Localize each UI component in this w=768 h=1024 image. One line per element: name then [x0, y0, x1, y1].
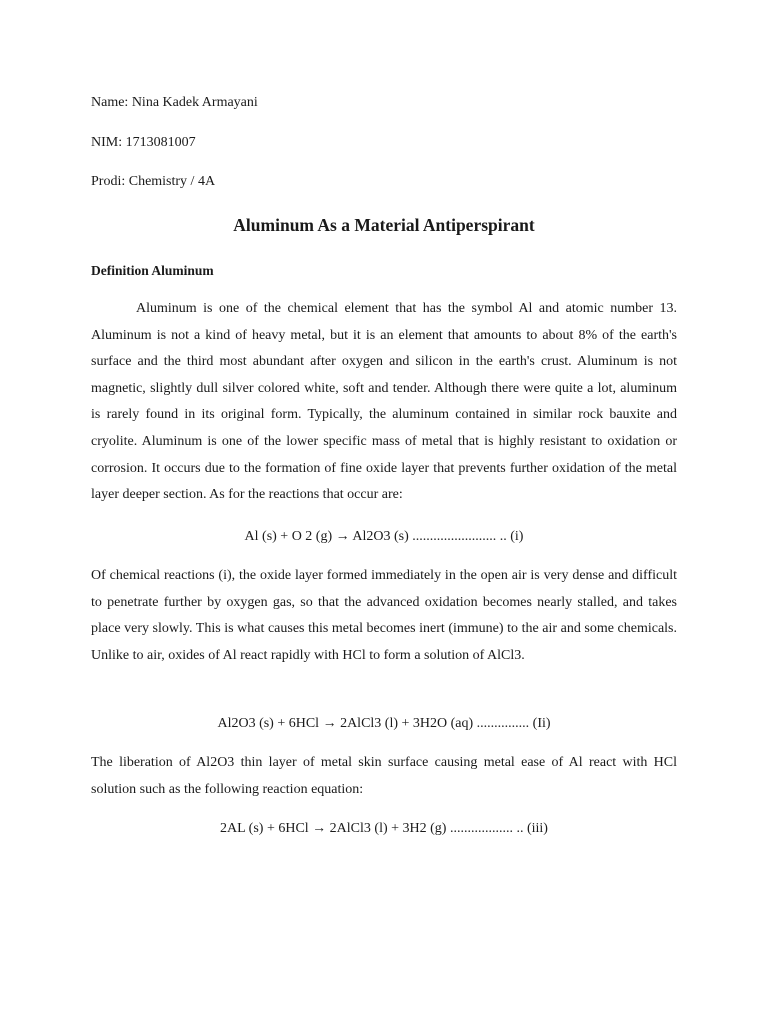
paragraph-liberation: The liberation of Al2O3 thin layer of metal skin surface causing metal ease of Al react with HCl solution such as the following reaction equation: — [91, 755, 677, 797]
equation-2: Al2O3 (s) + 6HCl → 2AlCl3 (l) + 3H2O (aq) ............... (Ii) — [217, 716, 551, 731]
student-prodi: Prodi: Chemistry / 4A — [91, 174, 216, 189]
student-nim: NIM: 1713081007 — [91, 135, 196, 150]
student-name: Name: Nina Kadek Armayani — [91, 95, 258, 110]
paragraph-oxide-layer: Of chemical reactions (i), the oxide layer formed immediately in the open air is very dense and difficult to penetrate further by oxygen gas, so that the advanced oxidation becomes nearly stalled, and takes place very slowly. This is what causes this metal becomes inert (immune) to the air and some chemicals. Unlike to air, oxides of Al react rapidly with HCl to form a solution of AlCl3. — [91, 568, 677, 663]
paragraph-definition: Aluminum is one of the chemical element that has the symbol Al and atomic number 13. Aluminum is not a kind of heavy metal, but it is an element that amounts to about 8% of the earth's surface and the third most abundant after oxygen and silicon in the earth's crust. Aluminum is not magnetic, slightly dull silver colored white, soft and tender. Although there were quite a lot, aluminum is rarely found in its original form. Typically, the aluminum contained in similar rock bauxite and cryolite. Aluminum is one of the lower specific mass of metal that is highly resistant to oxidation or corrosion. It occurs due to the formation of fine oxide layer that prevents further oxidation of the metal layer deeper section. As for the reactions that occur are: — [91, 301, 677, 503]
section-heading: Definition Aluminum — [91, 263, 214, 278]
equation-1: Al (s) + O 2 (g) → Al2O3 (s) ........................ .. (i) — [244, 529, 524, 544]
equation-3: 2AL (s) + 6HCl → 2AlCl3 (l) + 3H2 (g) .................. .. (iii) — [220, 821, 548, 836]
document-title: Aluminum As a Material Antiperspirant — [233, 215, 535, 235]
